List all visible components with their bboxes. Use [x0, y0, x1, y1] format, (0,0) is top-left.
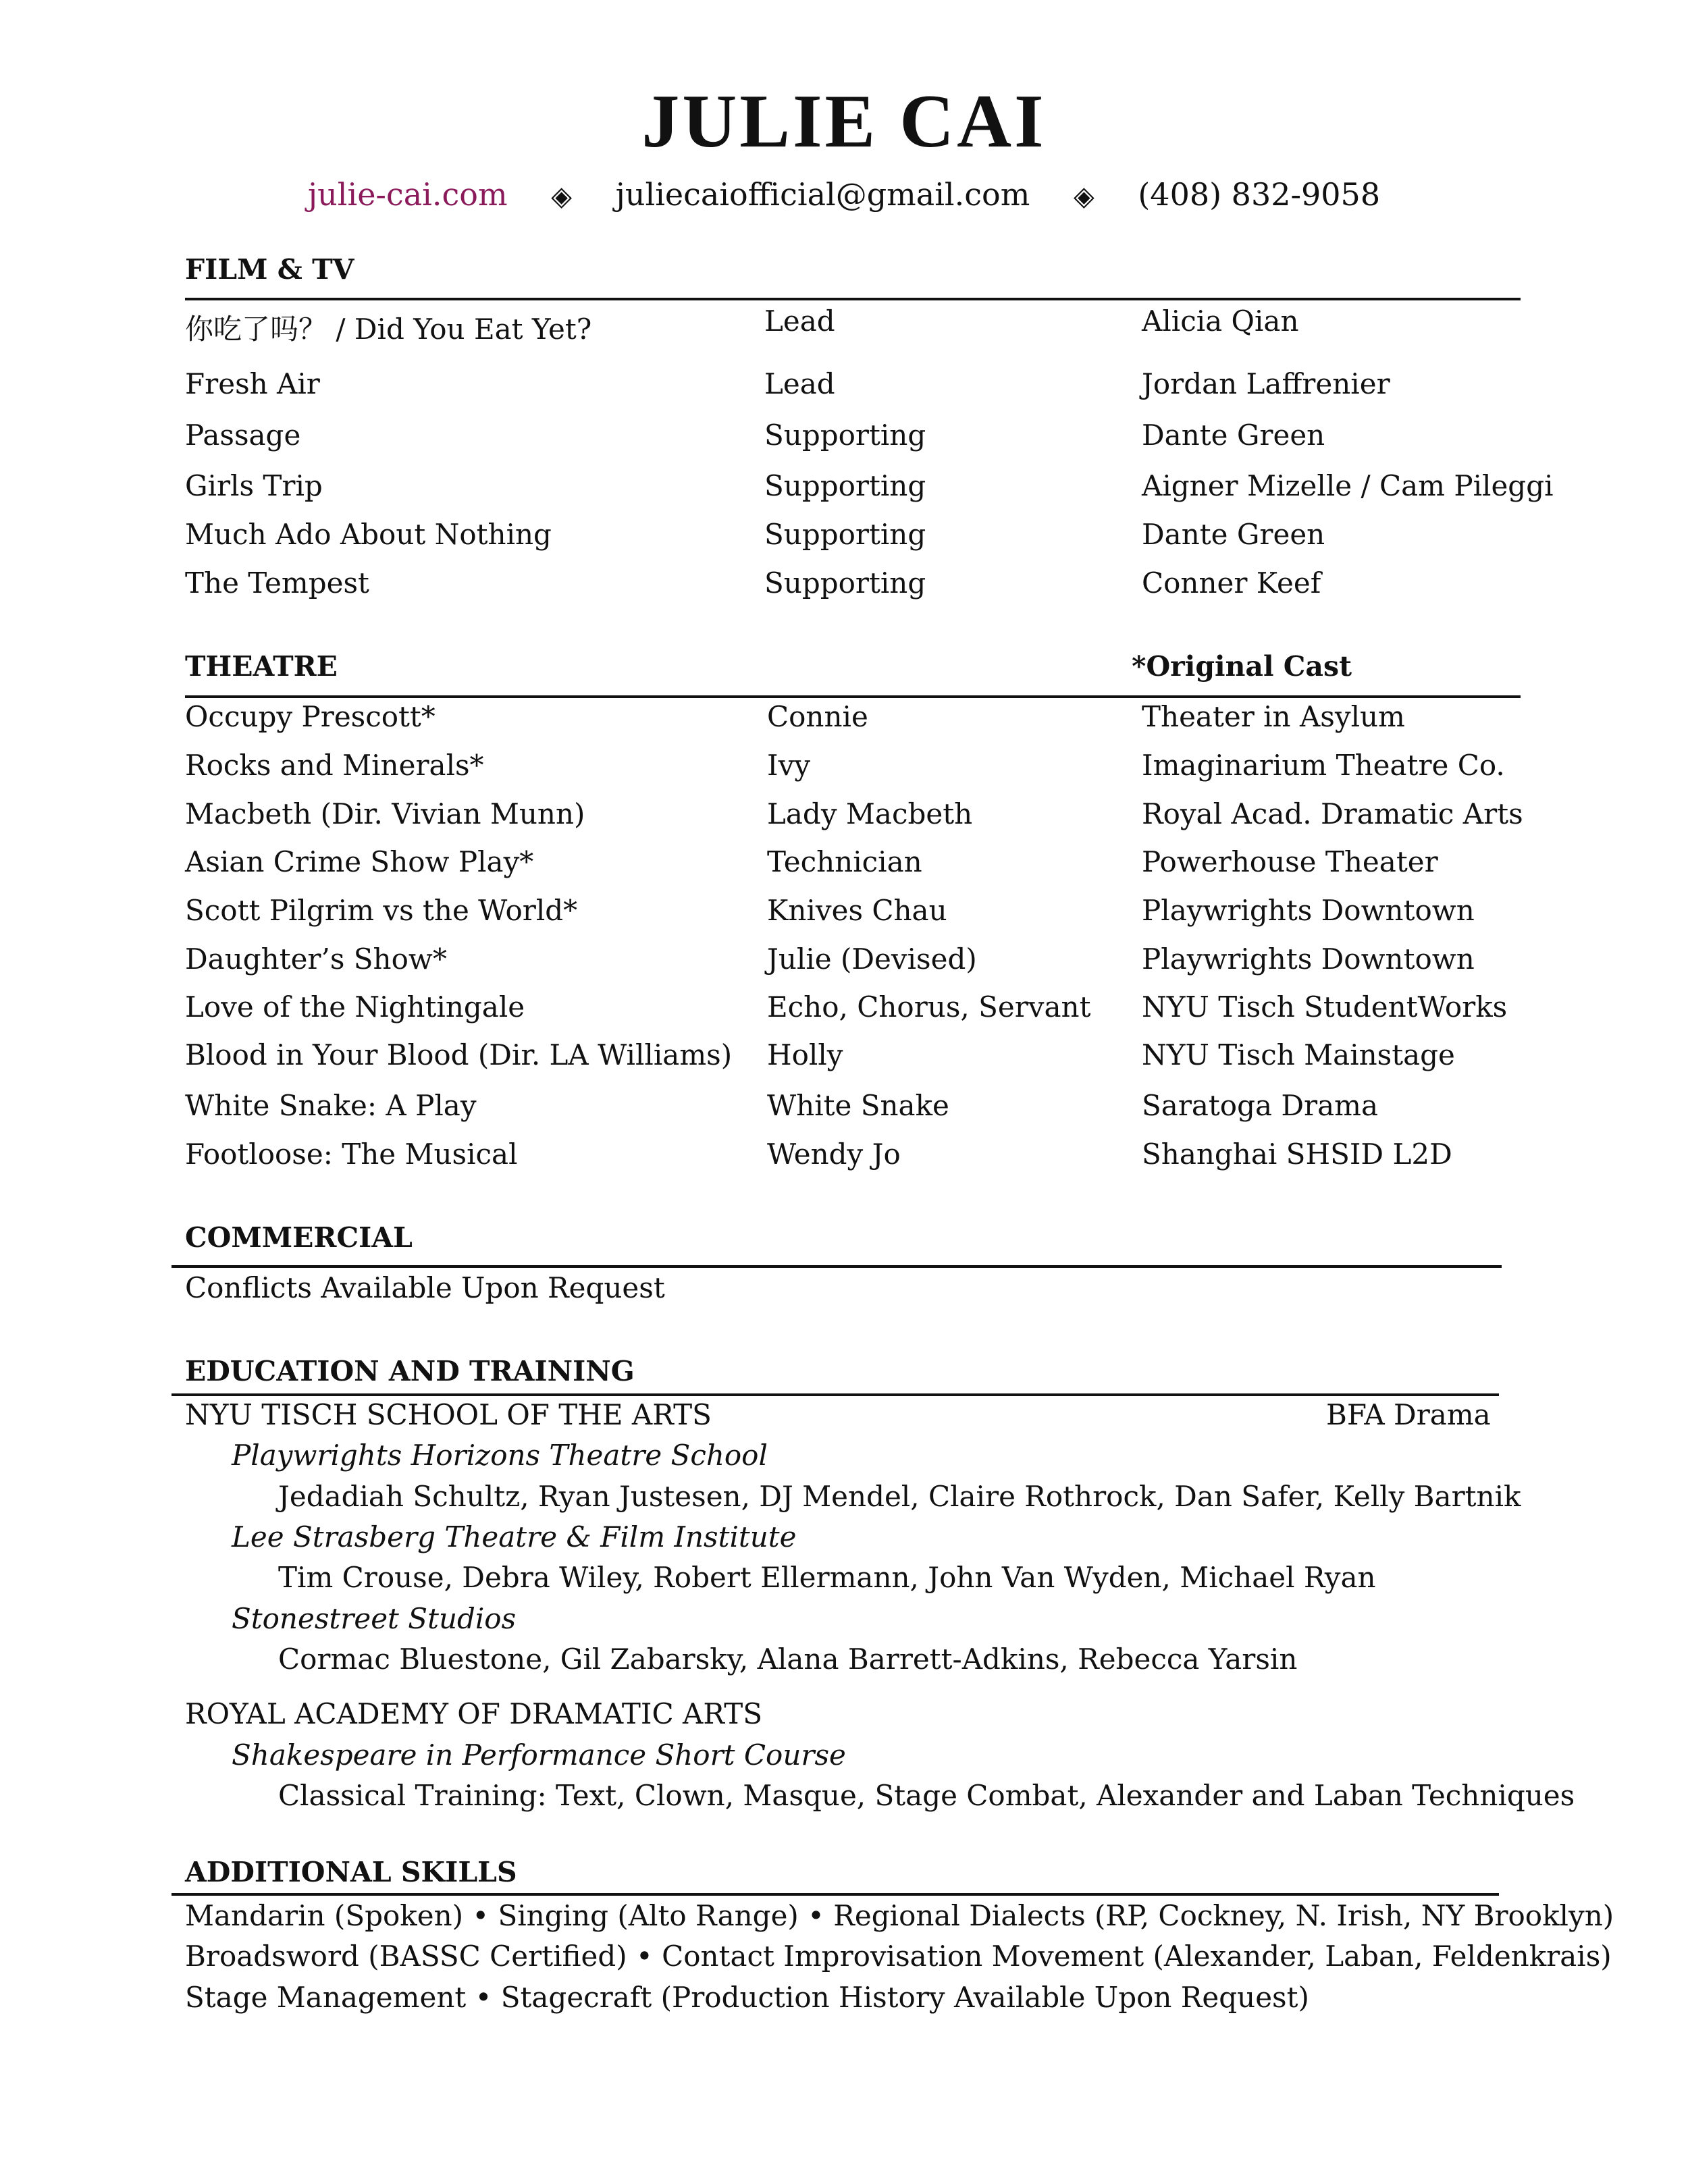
theatre-project: White Snake: A Play — [185, 1089, 477, 1122]
name-heading: JULIE CAI — [641, 80, 1047, 163]
program-name: Shakespeare in Performance Short Course — [232, 1738, 846, 1772]
film-project: Much Ado About Nothing — [185, 518, 552, 551]
skills-line: Mandarin (Spoken) • Singing (Alto Range) • Regional Dialects (RP, Cockney, N. Irish, NY Brooklyn) — [185, 1899, 1614, 1932]
theatre-project: Love of the Nightingale — [185, 990, 525, 1023]
theatre-company: Shanghai SHSID L2D — [1142, 1138, 1452, 1171]
theatre-company: Imaginarium Theatre Co. — [1142, 749, 1505, 782]
film-director: Aigner Mizelle / Cam Pileggi — [1142, 469, 1554, 502]
school-name: NYU TISCH SCHOOL OF THE ARTS — [185, 1398, 712, 1431]
contact-line — [0, 174, 1688, 217]
section-divider — [172, 1265, 1502, 1268]
theatre-company: Playwrights Downtown — [1142, 942, 1475, 976]
section-divider — [172, 1393, 1499, 1396]
theatre-project: Asian Crime Show Play* — [185, 845, 534, 878]
film-role: Lead — [764, 304, 835, 338]
phone-number[interactable]: (408) 832-9058 — [1138, 176, 1381, 213]
theatre-role: Holly — [767, 1038, 843, 1071]
skills-line: Broadsword (BASSC Certified) • Contact Improvisation Movement (Alexander, Laban, Feldenkrais) — [185, 1940, 1612, 1973]
theatre-role: Julie (Devised) — [767, 942, 977, 976]
film-role: Supporting — [764, 566, 926, 600]
school-name: ROYAL ACADEMY OF DRAMATIC ARTS — [185, 1697, 762, 1730]
theatre-role: Wendy Jo — [767, 1138, 901, 1171]
film-role: Supporting — [764, 419, 926, 452]
original-cast-note: *Original Cast — [1132, 650, 1352, 683]
program-name: Playwrights Horizons Theatre School — [232, 1439, 768, 1472]
theatre-project: Macbeth (Dir. Vivian Munn) — [185, 797, 585, 830]
theatre-company: Saratoga Drama — [1142, 1089, 1379, 1122]
theatre-company: NYU Tisch StudentWorks — [1142, 990, 1508, 1023]
program-teachers: Cormac Bluestone, Gil Zabarsky, Alana Barrett-Adkins, Rebecca Yarsin — [278, 1643, 1298, 1676]
theatre-company: NYU Tisch Mainstage — [1142, 1038, 1455, 1071]
commercial-note: Conflicts Available Upon Request — [185, 1271, 665, 1304]
section-title-theatre: THEATRE — [185, 650, 338, 683]
film-role: Lead — [764, 367, 835, 400]
theatre-project: Footloose: The Musical — [185, 1138, 518, 1171]
section-title-commercial: COMMERCIAL — [185, 1221, 413, 1254]
program-teachers: Tim Crouse, Debra Wiley, Robert Ellermann, John Van Wyden, Michael Ryan — [278, 1561, 1376, 1594]
theatre-role: Lady Macbeth — [767, 797, 973, 830]
theatre-project: Scott Pilgrim vs the World* — [185, 894, 578, 927]
theatre-company: Theater in Asylum — [1142, 700, 1405, 733]
theatre-role: Ivy — [767, 749, 811, 782]
film-project: The Tempest — [185, 566, 369, 600]
section-divider — [185, 298, 1521, 300]
program-name: Lee Strasberg Theatre & Film Institute — [232, 1520, 797, 1553]
theatre-role: Connie — [767, 700, 868, 733]
section-title-education: EDUCATION AND TRAINING — [185, 1355, 635, 1387]
program-detail: Classical Training: Text, Clown, Masque, Stage Combat, Alexander and Laban Techniques — [278, 1779, 1575, 1812]
website-link[interactable]: julie-cai.com — [307, 176, 508, 213]
film-director: Conner Keef — [1142, 566, 1321, 600]
film-director: Dante Green — [1142, 419, 1325, 452]
section-title-skills: ADDITIONAL SKILLS — [185, 1856, 517, 1888]
theatre-company: Playwrights Downtown — [1142, 894, 1475, 927]
section-divider — [185, 695, 1521, 698]
film-project: Passage — [185, 419, 301, 452]
theatre-project: Blood in Your Blood (Dir. LA Williams) — [185, 1038, 733, 1071]
section-title-film-tv: FILM & TV — [185, 253, 354, 286]
film-director: Jordan Laffrenier — [1142, 367, 1390, 400]
program-teachers: Jedadiah Schultz, Ryan Justesen, DJ Mendel, Claire Rothrock, Dan Safer, Kelly Bartnik — [278, 1480, 1521, 1513]
film-project: 你吃了吗？ / Did You Eat Yet? — [185, 313, 592, 346]
skills-line: Stage Management • Stagecraft (Production History Available Upon Request) — [185, 1981, 1309, 2014]
film-director: Dante Green — [1142, 518, 1325, 551]
diamond-icon: ◈ — [551, 181, 572, 212]
film-project: Girls Trip — [185, 469, 323, 502]
theatre-role: White Snake — [767, 1089, 949, 1122]
theatre-project: Daughter’s Show* — [185, 942, 447, 976]
degree: BFA Drama — [1326, 1398, 1491, 1431]
film-role: Supporting — [764, 518, 926, 551]
theatre-project: Rocks and Minerals* — [185, 749, 484, 782]
email-link[interactable]: juliecaiofficial@gmail.com — [615, 176, 1030, 213]
theatre-project: Occupy Prescott* — [185, 700, 436, 733]
film-project: Fresh Air — [185, 367, 320, 400]
theatre-company: Royal Acad. Dramatic Arts — [1142, 797, 1523, 830]
film-role: Supporting — [764, 469, 926, 502]
theatre-role: Technician — [767, 845, 922, 878]
diamond-icon: ◈ — [1073, 181, 1094, 212]
theatre-role: Knives Chau — [767, 894, 947, 927]
section-divider — [172, 1893, 1499, 1896]
theatre-role: Echo, Chorus, Servant — [767, 990, 1091, 1023]
program-name: Stonestreet Studios — [232, 1602, 517, 1635]
film-director: Alicia Qian — [1142, 304, 1299, 338]
theatre-company: Powerhouse Theater — [1142, 845, 1438, 878]
